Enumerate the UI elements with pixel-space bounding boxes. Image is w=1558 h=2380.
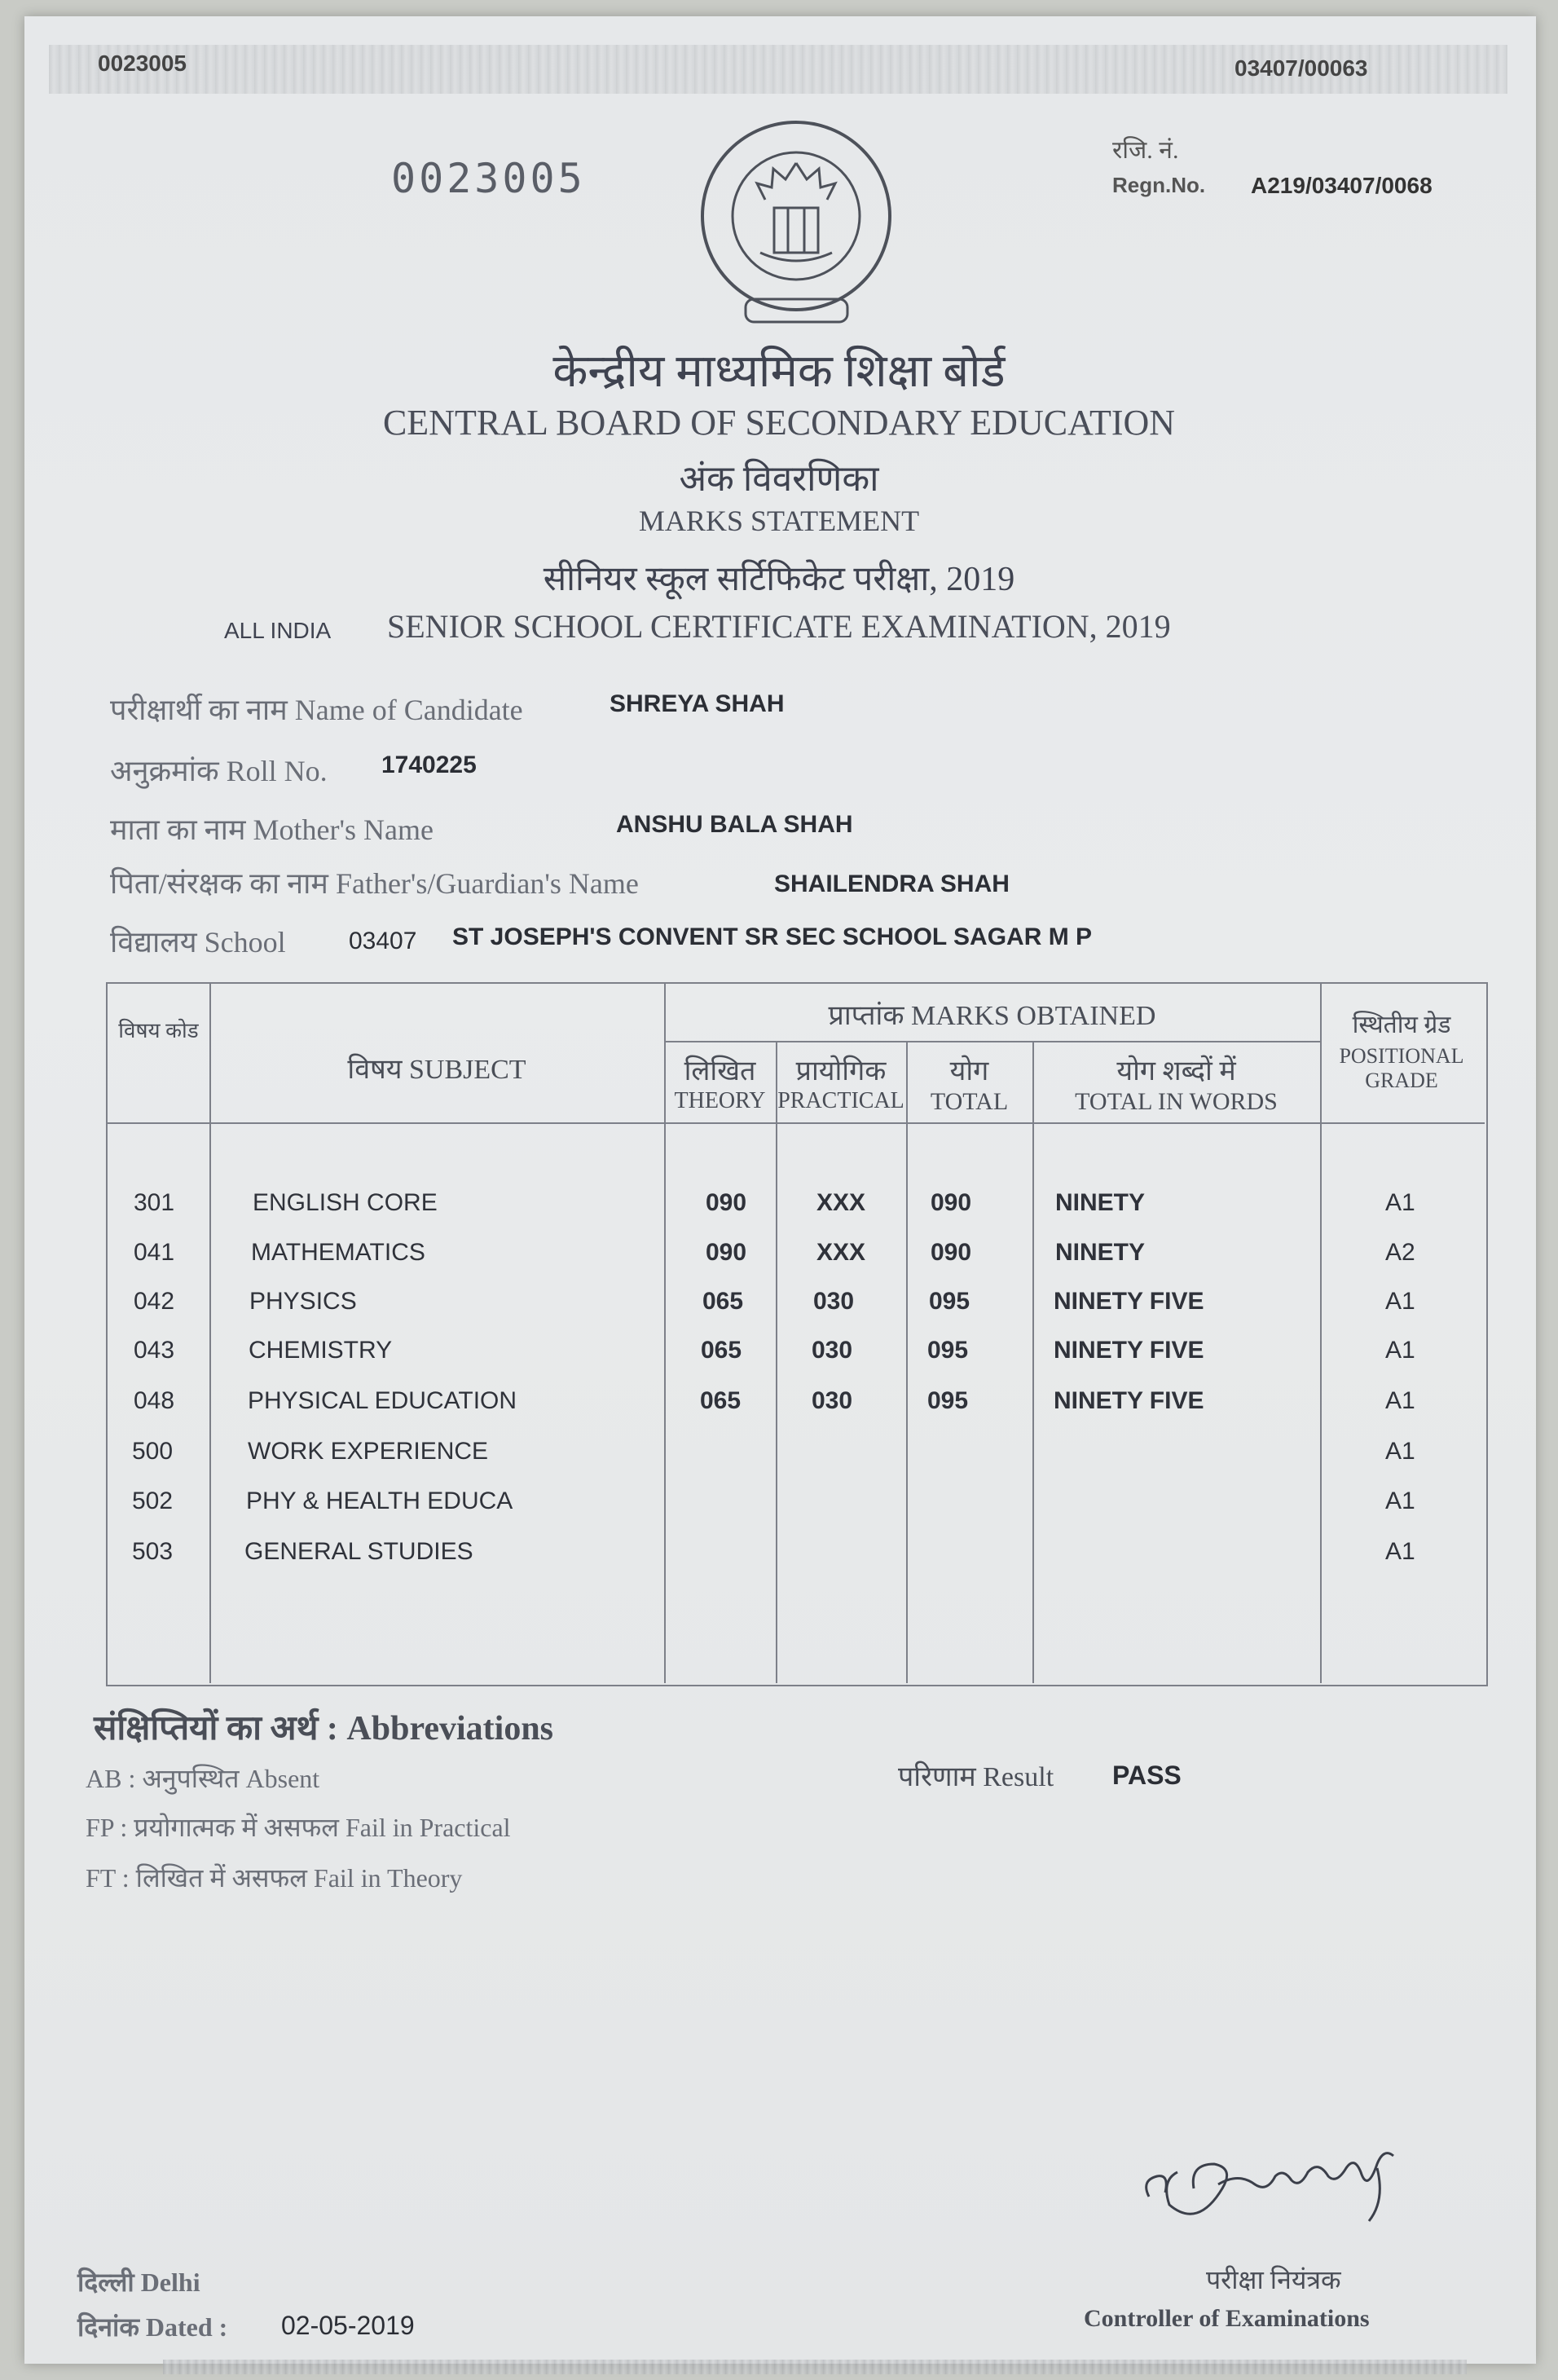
subject-name: CHEMISTRY — [249, 1337, 393, 1364]
header-marks-obtained: प्राप्तांक MARKS OBTAINED — [828, 1001, 1156, 1031]
header-subject-code: विषय कोड — [118, 1019, 199, 1042]
school-code: 03407 — [349, 928, 417, 954]
result-label: परिणाम Result — [898, 1762, 1054, 1792]
subject-name: MATHEMATICS — [251, 1239, 425, 1266]
positional-grade: A1 — [1385, 1189, 1415, 1216]
practical-marks: XXX — [816, 1239, 866, 1266]
controller-signature — [1133, 2123, 1410, 2229]
subject-code: 043 — [134, 1337, 175, 1364]
practical-marks: XXX — [816, 1189, 866, 1216]
subject-name: ENGLISH CORE — [253, 1189, 438, 1216]
roll-number-label: अनुक्रमांक Roll No. — [110, 755, 328, 787]
subject-code: 503 — [132, 1538, 174, 1565]
serial-number: 0023005 — [391, 155, 586, 202]
mother-name: ANSHU BALA SHAH — [616, 811, 853, 838]
positional-grade: A1 — [1385, 1288, 1415, 1315]
all-india-label: ALL INDIA — [224, 618, 332, 643]
total-marks: 090 — [931, 1239, 972, 1266]
total-in-words: NINETY — [1055, 1239, 1146, 1266]
board-title-hindi: केन्द्रीय माध्यमिक शिक्षा बोर्ड — [552, 346, 1006, 397]
serial-top-left: 0023005 — [98, 51, 187, 76]
subject-code: 048 — [134, 1387, 175, 1414]
subject-code: 041 — [134, 1239, 175, 1266]
abbreviation-absent: AB : अनुपस्थित Absent — [86, 1764, 320, 1793]
roll-number: 1740225 — [381, 751, 477, 778]
header-total-words-hindi: योग शब्दों में — [1116, 1056, 1236, 1086]
theory-marks: 065 — [701, 1337, 742, 1364]
abbreviations-title: संक्षिप्तियों का अर्थ : Abbreviations — [94, 1710, 554, 1748]
header-practical-hindi: प्रायोगिक — [795, 1056, 887, 1086]
theory-marks: 090 — [706, 1239, 747, 1266]
serial-top-right: 03407/00063 — [1235, 55, 1368, 81]
header-subject: विषय SUBJECT — [347, 1055, 526, 1085]
subject-code: 042 — [134, 1288, 175, 1315]
header-grade: POSITIONAL GRADE — [1339, 1044, 1464, 1092]
regn-label-hindi: रजि. नं. — [1112, 137, 1179, 164]
candidate-name: SHREYA SHAH — [610, 690, 785, 717]
father-name: SHAILENDRA SHAH — [774, 870, 1010, 897]
dated-label: दिनांक Dated : — [77, 2312, 228, 2342]
total-in-words: NINETY FIVE — [1054, 1387, 1204, 1414]
regn-label-english: Regn.No. — [1112, 173, 1206, 197]
subject-code: 502 — [132, 1488, 174, 1514]
subject-name: PHYSICS — [249, 1288, 357, 1315]
subject-name: WORK EXPERIENCE — [248, 1438, 489, 1465]
regn-number: A219/03407/0068 — [1251, 173, 1433, 198]
abbreviation-fail-theory: FT : लिखित में असफल Fail in Theory — [86, 1863, 463, 1893]
issue-date: 02-05-2019 — [281, 2311, 415, 2340]
header-total-words: TOTAL IN WORDS — [1075, 1088, 1278, 1115]
subject-name: GENERAL STUDIES — [244, 1538, 473, 1565]
theory-marks: 065 — [700, 1387, 742, 1414]
total-in-words: NINETY — [1055, 1189, 1146, 1216]
theory-marks: 090 — [706, 1189, 747, 1216]
subject-code: 500 — [132, 1438, 174, 1465]
total-marks: 095 — [929, 1288, 970, 1315]
cbse-emblem-icon — [697, 118, 896, 330]
positional-grade: A1 — [1385, 1488, 1415, 1514]
controller-title: Controller of Examinations — [1084, 2305, 1370, 2332]
practical-marks: 030 — [812, 1337, 853, 1364]
positional-grade: A1 — [1385, 1438, 1415, 1465]
positional-grade: A1 — [1385, 1337, 1415, 1364]
header-practical: PRACTICAL — [777, 1088, 904, 1113]
positional-grade: A1 — [1385, 1387, 1415, 1414]
document-title-hindi: अंक विवरणिका — [679, 459, 879, 499]
subject-name: PHYSICAL EDUCATION — [248, 1387, 517, 1414]
mother-name-label: माता का नाम Mother's Name — [110, 813, 434, 846]
header-total-hindi: योग — [949, 1056, 989, 1086]
total-in-words: NINETY FIVE — [1054, 1337, 1204, 1364]
school-name: ST JOSEPH'S CONVENT SR SEC SCHOOL SAGAR M P — [452, 923, 1093, 950]
issue-place: दिल्ली Delhi — [77, 2268, 200, 2297]
result-value: PASS — [1112, 1761, 1182, 1790]
total-marks: 095 — [927, 1337, 969, 1364]
document-title-english: MARKS STATEMENT — [638, 505, 920, 537]
header-theory: THEORY — [674, 1088, 766, 1113]
positional-grade: A2 — [1385, 1239, 1415, 1266]
total-marks: 095 — [927, 1387, 969, 1414]
header-grade-hindi: स्थितीय ग्रेड — [1352, 1012, 1451, 1038]
total-in-words: NINETY FIVE — [1054, 1288, 1204, 1315]
security-strip-bottom — [163, 2360, 1467, 2374]
total-marks: 090 — [931, 1189, 972, 1216]
subject-name: PHY & HEALTH EDUCA — [246, 1488, 513, 1514]
candidate-name-label: परीक्षार्थी का नाम Name of Candidate — [110, 694, 523, 726]
exam-title-hindi: सीनियर स्कूल सर्टिफिकेट परीक्षा, 2019 — [543, 561, 1015, 598]
father-name-label: पिता/संरक्षक का नाम Father's/Guardian's Name — [110, 867, 639, 900]
theory-marks: 065 — [702, 1288, 744, 1315]
practical-marks: 030 — [812, 1387, 853, 1414]
subject-code: 301 — [134, 1189, 175, 1216]
header-theory-hindi: लिखित — [684, 1056, 756, 1086]
positional-grade: A1 — [1385, 1538, 1415, 1565]
header-total: TOTAL — [930, 1088, 1009, 1115]
controller-title-hindi: परीक्षा नियंत्रक — [1206, 2265, 1341, 2294]
board-title-english: CENTRAL BOARD OF SECONDARY EDUCATION — [382, 403, 1176, 443]
exam-title-english: SENIOR SCHOOL CERTIFICATE EXAMINATION, 2019 — [387, 608, 1171, 645]
school-label: विद्यालय School — [110, 926, 286, 959]
marks-table — [106, 982, 1488, 1686]
practical-marks: 030 — [813, 1288, 855, 1315]
abbreviation-fail-practical: FP : प्रयोगात्मक में असफल Fail in Practical — [86, 1813, 511, 1842]
